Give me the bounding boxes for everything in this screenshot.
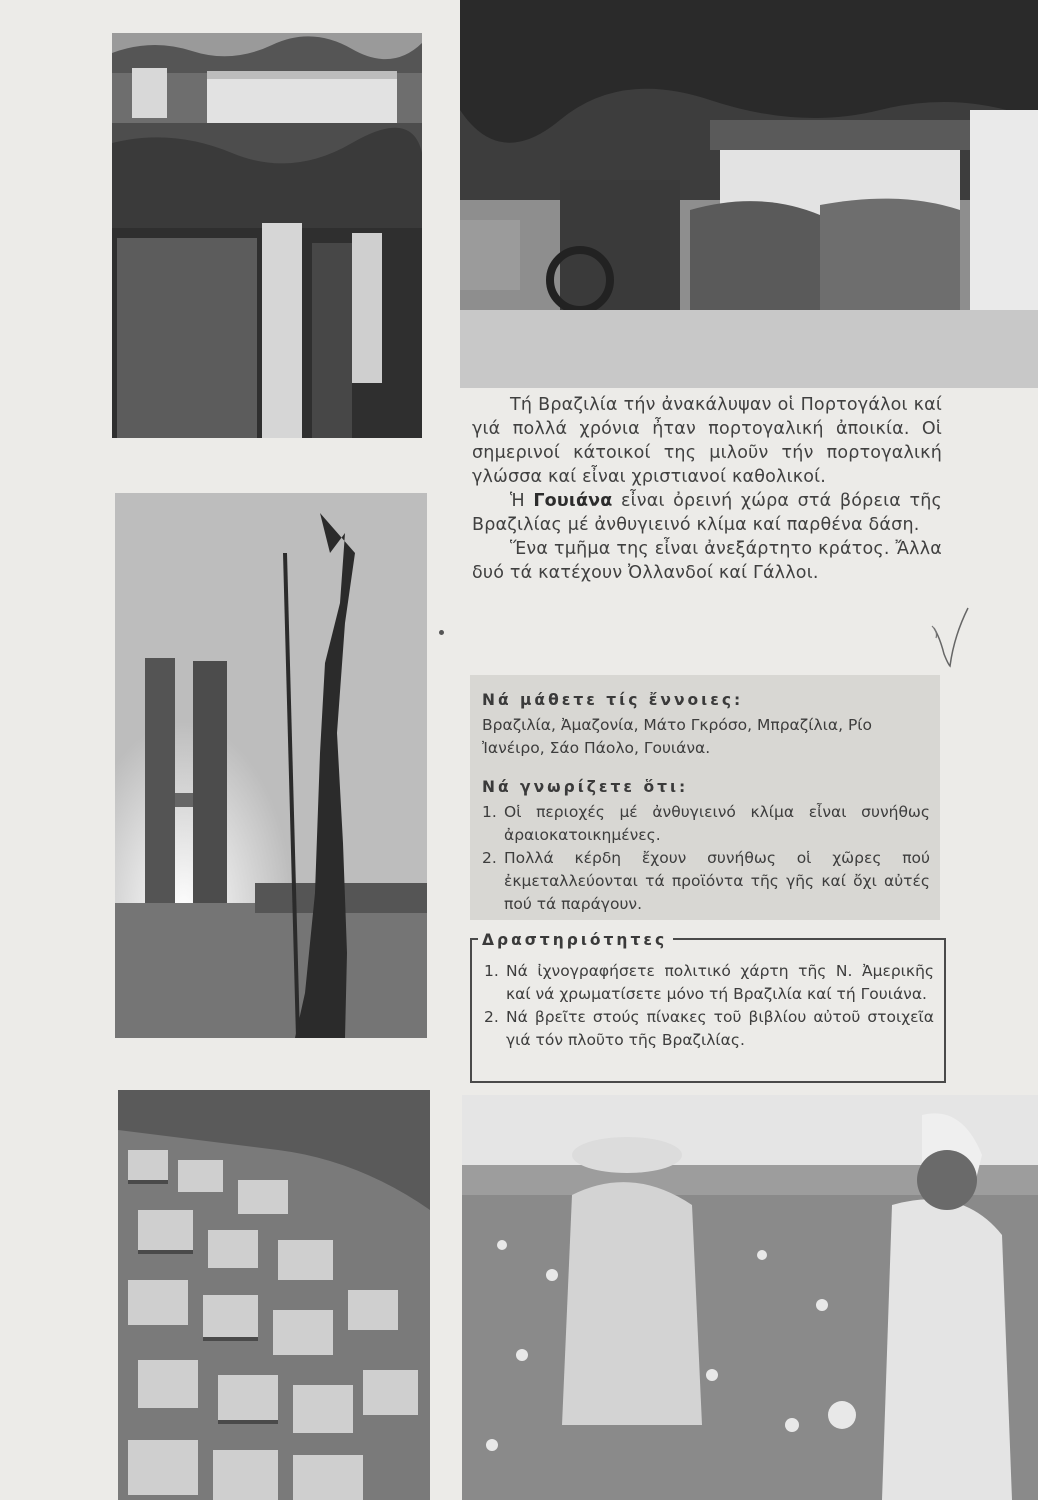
photo-ox-cart-village [460, 0, 1038, 388]
fact-text: Οἱ περιοχές μέ ἀνθυγιεινό κλίμα εἶναι συνήθως ἀραιοκατοικημένες. [504, 803, 930, 844]
activity-item [484, 1006, 934, 1052]
activities-heading: Δραστηριότητες [478, 929, 673, 952]
activity-text: Νά ἰχνογραφήσετε πολιτικό χάρτη τῆς Ν. Ἀμερικῆς καί νά χρωματίσετε μόνο τή Βραζιλία καί τή Γουιάνα. [506, 962, 934, 1003]
photo-waterfalls [112, 33, 422, 438]
activity-text: Νά βρεῖτε στούς πίνακες τοῦ βιβλίου αὐτοῦ στοιχεῖα γιά τόν πλοῦτο τῆς Βραζιλίας. [506, 1008, 934, 1049]
intro-paragraph-guiana [472, 489, 942, 537]
fact-item [482, 847, 930, 916]
intro-paragraph-portuguese: Τή Βραζιλία τήν ἀνακάλυψαν οἱ Πορτογάλοι καί γιά πολλά χρόνια ἦταν πορτογαλική ἀποικία. Οἱ σημερινοί κάτοικοί της μιλοῦν τήν πορτογαλική γλώσσα καί εἶναι χριστιανοί καθολικοί. [472, 395, 942, 487]
activity-number: 2. [484, 1008, 499, 1026]
concepts-box [470, 675, 940, 920]
fact-number: 1. [482, 803, 497, 821]
intro-text [472, 393, 942, 585]
activity-item [484, 960, 934, 1006]
fact-number: 2. [482, 849, 497, 867]
facts-list [482, 801, 930, 916]
activities-box [470, 931, 946, 1083]
concepts-terms: Βραζιλία, Ἀμαζονία, Μάτο Γκρόσο, Μπραζίλια, Ρίο Ἰανέιρο, Σάο Πάολο, Γουιάνα. [482, 716, 873, 757]
guiana-term: Γουιάνα [533, 491, 613, 511]
activity-number: 1. [484, 962, 499, 980]
photo-cotton-pickers [462, 1095, 1038, 1500]
intro-paragraph-independence: Ἕνα τμῆμα της εἶναι ἀνεξάρτητο κράτος. Ἄλλα δυό τά κατέχουν Ὀλλανδοί καί Γάλλοι. [472, 539, 942, 583]
photo-brasilia-congress [115, 493, 427, 1038]
activities-list [484, 960, 934, 1052]
guiana-article: Ἡ [510, 491, 534, 511]
guiana-description: εἶναι ὀρεινή χώρα στά βόρεια τῆς Βραζιλίας μέ ἀνθυγιεινό κλίμα καί παρθένα δάση. [472, 491, 942, 535]
photo-favela-hillside [118, 1090, 430, 1500]
fact-text: Πολλά κέρδη ἔχουν συνήθως οἱ χῶρες πού ἐκμεταλλεύονται τά προϊόντα τῆς γῆς καί ὄχι αὐτές πού τά παράγουν. [504, 849, 930, 913]
concepts-heading: Νά μάθετε τίς ἔννοιες: [482, 691, 744, 709]
stray-dot [439, 630, 444, 635]
handwritten-checkmark-icon [930, 606, 970, 668]
fact-item [482, 801, 930, 847]
facts-heading: Νά γνωρίζετε ὅτι: [482, 778, 689, 796]
